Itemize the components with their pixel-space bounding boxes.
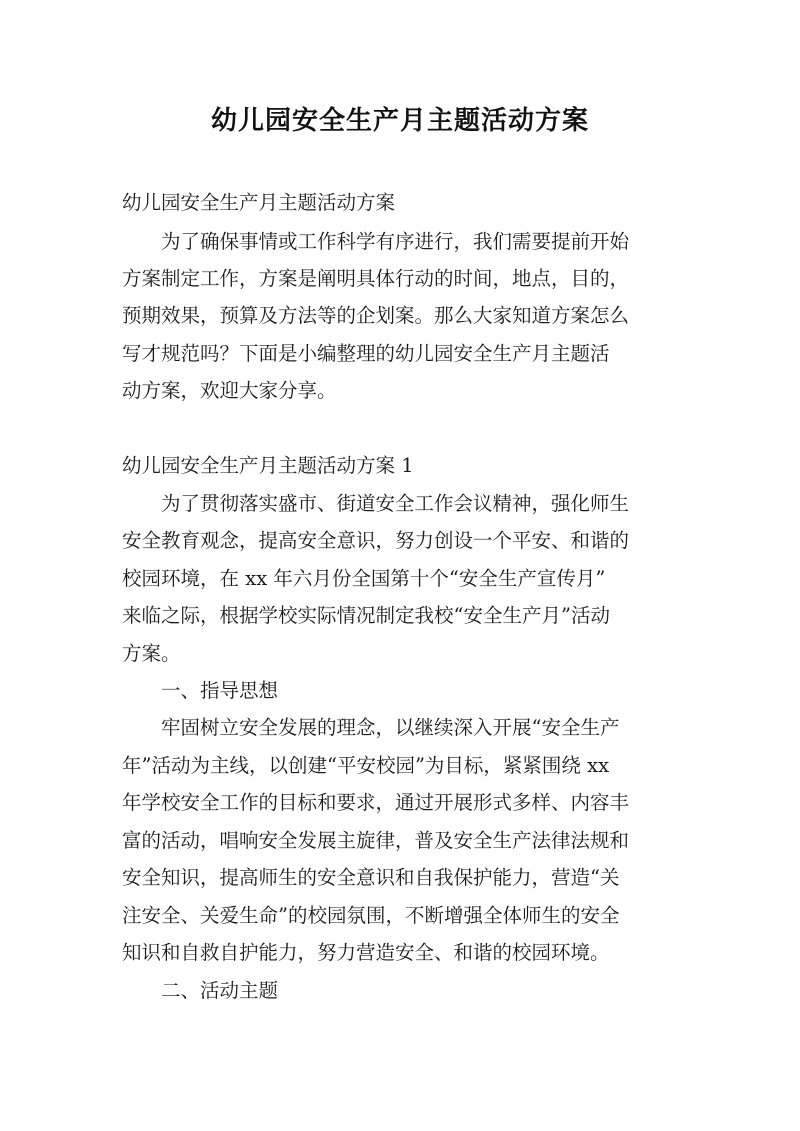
subheading-guiding-thought: 一、指导思想: [161, 679, 279, 702]
paragraph-line: 校园环境，在 xx 年六月份全国第十个“安全生产宣传月”: [122, 567, 606, 590]
paragraph-line: 富的活动，唱响安全发展主旋律，普及安全生产法律法规和: [122, 829, 630, 852]
paragraph-line: 注安全、关爱生命”的校园氛围，不断增强全体师生的安全: [122, 904, 620, 927]
paragraph-line: 知识和自救自护能力，努力营造安全、和谐的校园环境。: [122, 941, 610, 964]
paragraph-line: 动方案，欢迎大家分享。: [122, 379, 337, 402]
intro-heading: 幼儿园安全生产月主题活动方案: [122, 191, 396, 214]
paragraph-line: 年”活动为主线，以创建“平安校园”为目标，紧紧围绕 xx: [122, 754, 610, 777]
paragraph-line: 写才规范吗？下面是小编整理的幼儿园安全生产月主题活: [122, 342, 610, 365]
paragraph-line: 方案制定工作，方案是阐明具体行动的时间，地点，目的，: [122, 267, 630, 290]
paragraph-line: 预期效果，预算及方法等的企划案。那么大家知道方案怎么: [122, 304, 630, 327]
paragraph-line: 为了贯彻落实盛市、街道安全工作会议精神，强化师生: [161, 492, 630, 515]
section-heading: 幼儿园安全生产月主题活动方案 1: [122, 454, 414, 477]
paragraph-line: 来临之际，根据学校实际情况制定我校“安全生产月”活动: [122, 604, 610, 627]
paragraph-line: 牢固树立安全发展的理念，以继续深入开展“安全生产: [161, 716, 620, 739]
paragraph-line: 为了确保事情或工作科学有序进行，我们需要提前开始: [161, 230, 630, 253]
paragraph-line: 安全知识，提高师生的安全意识和自我保护能力，营造“关: [122, 866, 620, 889]
paragraph-line: 安全教育观念，提高安全意识，努力创设一个平安、和谐的: [122, 529, 630, 552]
subheading-activity-theme: 二、活动主题: [161, 979, 279, 1002]
document-title: 幼儿园安全生产月主题活动方案: [210, 106, 589, 136]
paragraph-line: 年学校安全工作的目标和要求，通过开展形式多样、内容丰: [122, 791, 630, 814]
paragraph-line: 方案。: [122, 642, 181, 665]
